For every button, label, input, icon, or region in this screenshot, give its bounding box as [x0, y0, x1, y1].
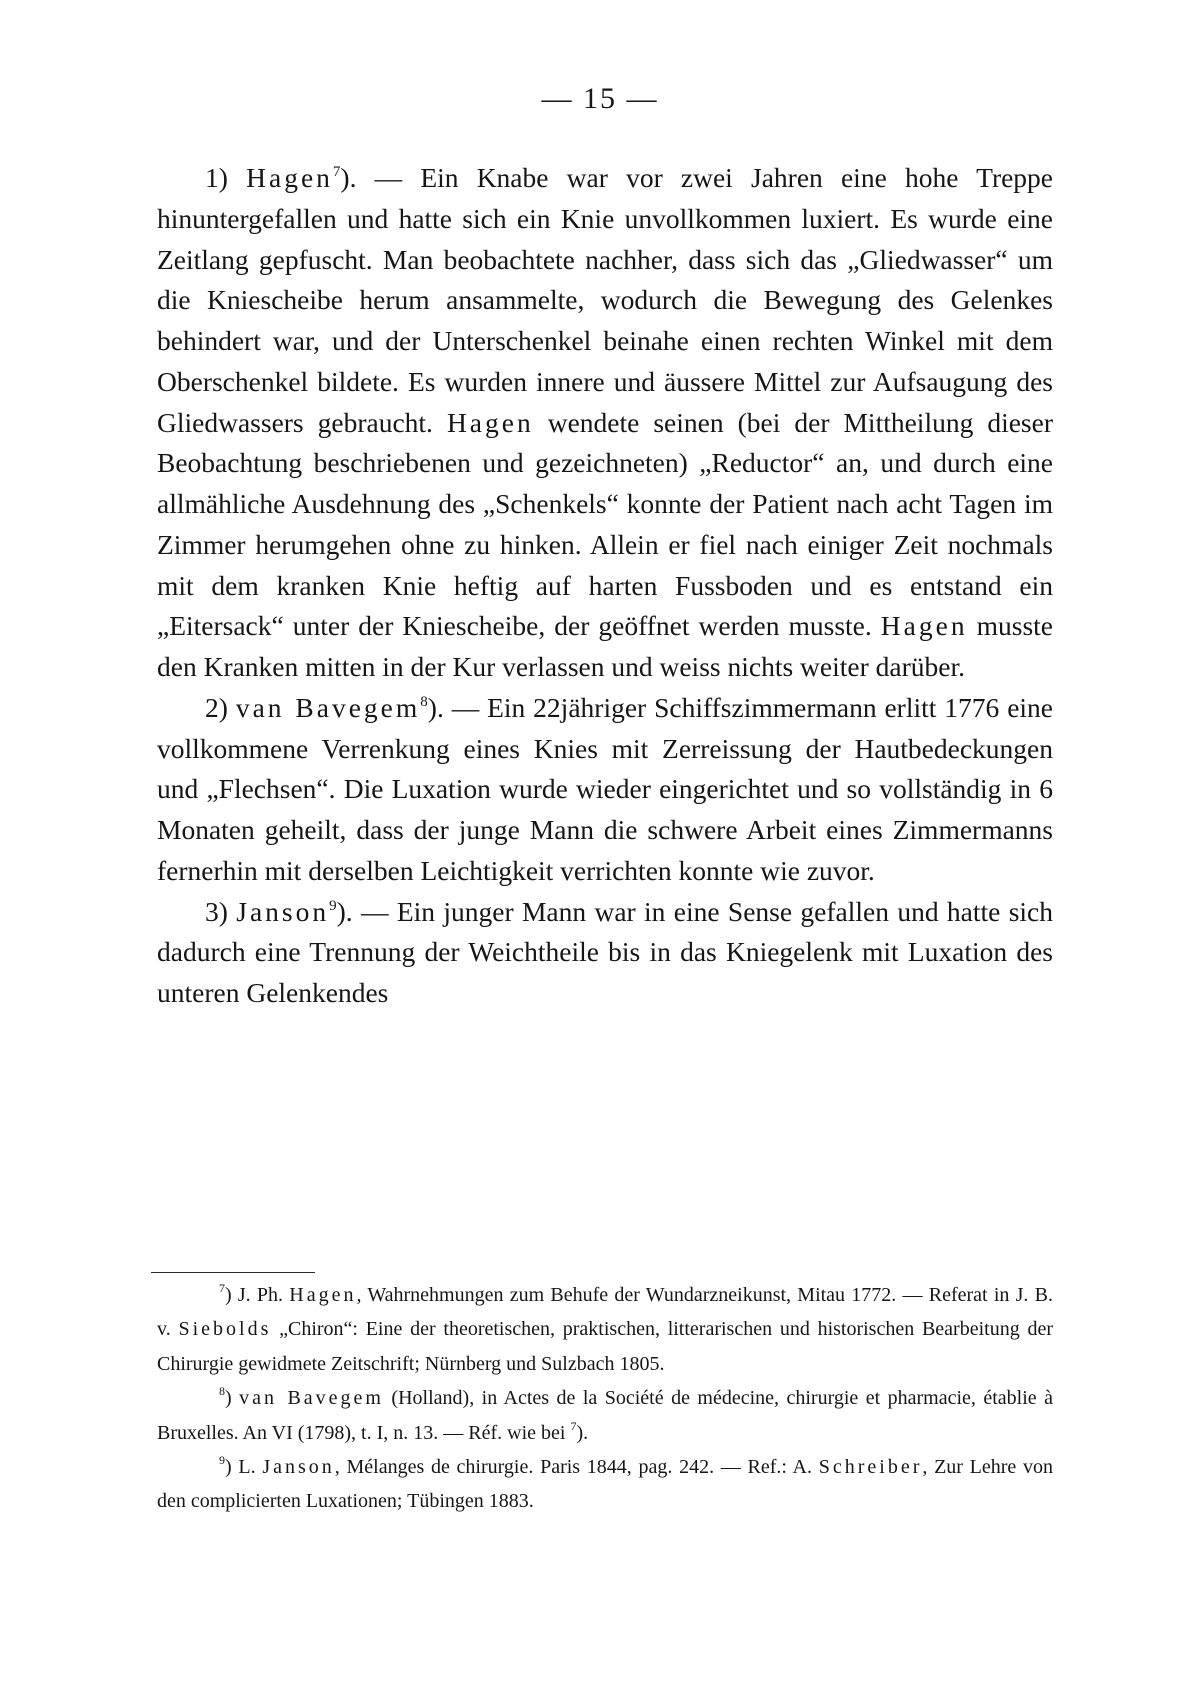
page-number: — 15 —	[541, 82, 659, 115]
footnote-mark: 7	[219, 1281, 225, 1295]
author-name: Hagen	[880, 610, 968, 642]
footnote-text: )	[225, 1387, 240, 1410]
footnote-ref: 7	[332, 164, 341, 180]
footnote-text: (Holland), in Actes de la Société de médecine, chirurgie et pharmacie, établie à Bruxelles. An VI (1798), t. I, n. 13. — Réf. wie bei	[157, 1387, 1054, 1444]
footnote-ref: 8	[420, 693, 428, 710]
footnote-text: „Chiron“: Eine der theoretischen, praktischen, litterarischen und historischen Bearbeitung der Chirurgie gewidmete Zeitschrift; Nürnberg und Sulzbach 1805.	[157, 1318, 1053, 1375]
paragraph-text: ). — Ein junger Mann war in eine Sense gefallen und hatte sich dadurch eine Trennung der Weichtheile bis in das Kniegelenk mit Luxation des unteren Gelenkendes	[157, 895, 1053, 1008]
footnote-mark: 8	[219, 1384, 225, 1399]
case-number: 1)	[205, 162, 228, 193]
footnote-divider	[151, 1272, 315, 1273]
footnote-7	[157, 1278, 1053, 1381]
paragraph-text: wendete seinen (bei der Mittheilung dieser Beobachtung beschriebenen und gezeichneten) „Reductor“ an, und durch eine allmähliche Ausdehnung des „Schenkels“ konnte der Patient nach acht Tagen im Zimmer herumgehen ohne zu hinken. Allein er fiel nach einiger Zeit nochmals mit dem kranken Knie heftig auf harten Fussboden und es entstand ein „Eitersack“ unter der Kniescheibe, der geöffnet werden musste.	[157, 406, 1054, 642]
main-text	[157, 158, 1053, 1014]
footnote-text: , Mélanges de chirurgie. Paris 1844, pag. 242. — Ref.: A.	[334, 1456, 819, 1479]
case-number: 2)	[205, 691, 228, 723]
footnote-ref: 7	[570, 1418, 577, 1433]
footnote-text: ) J. Ph.	[225, 1284, 290, 1306]
case-paragraph-2	[157, 688, 1053, 892]
footnote-8	[157, 1381, 1053, 1450]
paragraph-text: ). — Ein Knabe war vor zwei Jahren eine hohe Treppe hinuntergefallen und hatte sich ein Knie unvollkommen luxiert. Es wurde eine Zeitlang gepfuscht. Man beobachtete nachher, dass sich das „Gliedwasser“ um die Kniescheibe herum ansammelte, wodurch die Bewegung des Gelenkes behindert war, und der Unterschenkel beinahe einen rechten Winkel mit dem Oberschenkel bildete. Es wurden innere und äussere Mittel zur Aufsaugung des Gliedwassers gebraucht.	[157, 162, 1054, 438]
footnote-text: ).	[576, 1421, 589, 1444]
author-name: van Bavegem	[235, 691, 421, 723]
footnotes	[157, 1278, 1053, 1519]
case-paragraph-3	[157, 892, 1053, 1014]
author-name: Schreiber	[818, 1456, 923, 1479]
footnote-9	[157, 1450, 1053, 1519]
footnote-text: , Wahrnehmungen zum Behufe der Wundarzneikunst, Mitau 1772. — Referat in J. B. v.	[157, 1284, 1053, 1341]
paragraph-text: musste den Kranken mitten in der Kur verlassen und weiss nichts weiter darüber.	[157, 610, 1053, 682]
case-paragraph-1	[157, 158, 1053, 688]
author-name: Hagen	[446, 406, 534, 438]
footnote-text: , Zur Lehre von den complicierten Luxationen; Tübingen 1883.	[157, 1456, 1054, 1513]
footnote-mark: 9	[219, 1453, 225, 1468]
author-name: Hagen	[246, 162, 333, 193]
author-name: Janson	[262, 1456, 335, 1479]
author-name: Janson	[236, 895, 330, 927]
footnote-text: ) L.	[225, 1456, 263, 1479]
author-name: Siebolds	[178, 1318, 272, 1341]
footnote-ref: 9	[329, 897, 337, 914]
author-name: van Bavegem	[239, 1387, 384, 1410]
author-name: Hagen	[289, 1284, 357, 1306]
paragraph-text: ). — Ein 22jähriger Schiffszimmermann erlitt 1776 eine vollkommene Verrenkung eines Knies mit Zerreissung der Hautbedeckungen und „Flechsen“. Die Luxation wurde wieder eingerichtet und so vollständig in 6 Monaten geheilt, dass der junge Mann die schwere Arbeit eines Zimmermanns fernerhin mit derselben Leichtigkeit verrichten konnte wie zuvor.	[157, 691, 1053, 886]
case-number: 3)	[205, 895, 228, 927]
